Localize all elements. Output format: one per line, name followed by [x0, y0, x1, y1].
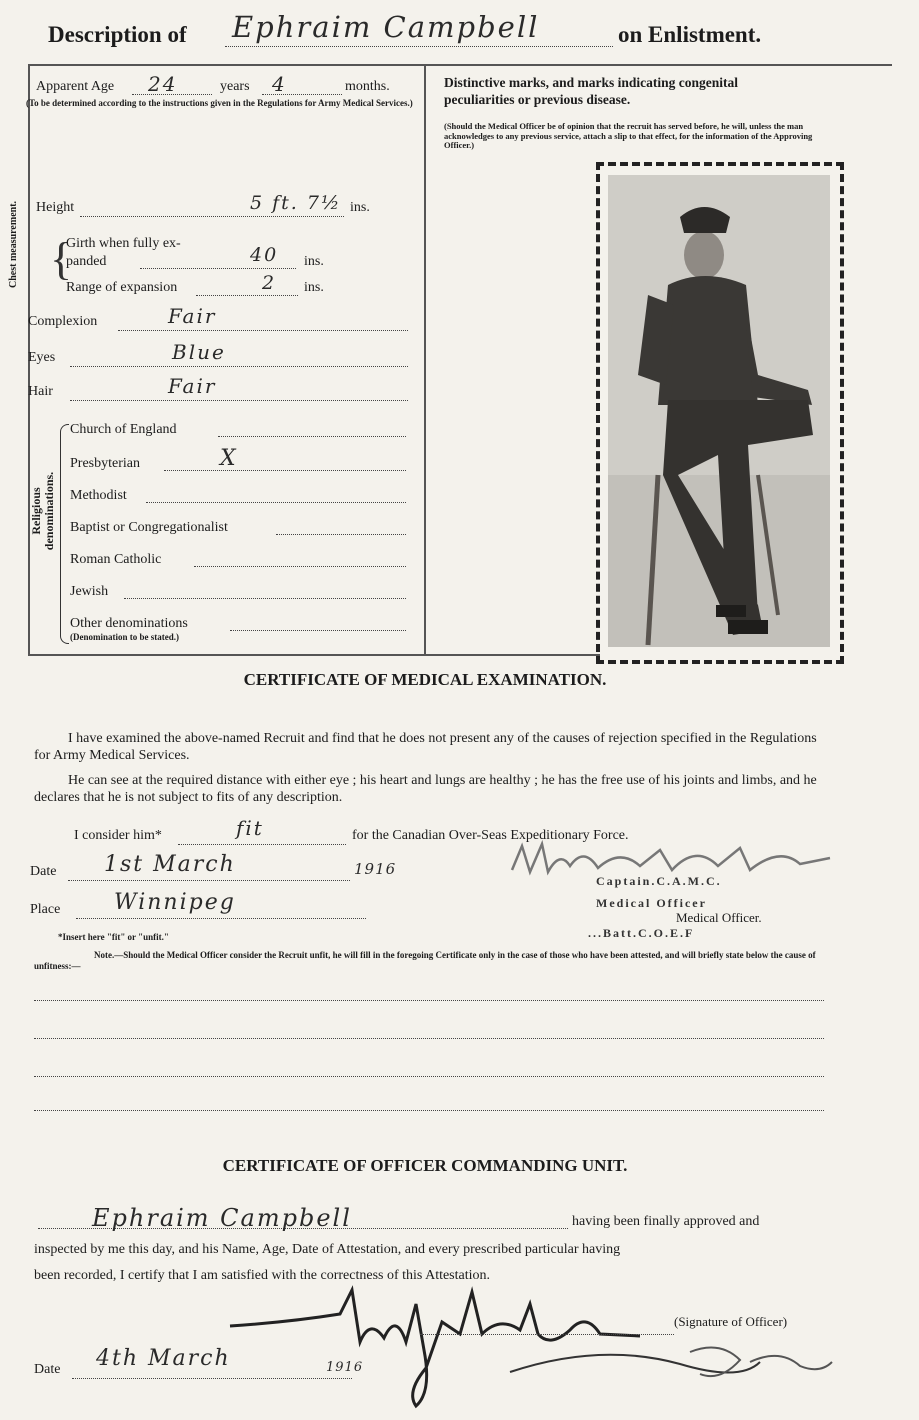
religion-item-roman-catholic: Roman Catholic: [70, 552, 162, 567]
signature-line: [420, 1334, 674, 1335]
name-line: [225, 46, 613, 47]
stamp-line-3: Medical Officer.: [676, 910, 762, 925]
girth-value: 40: [250, 244, 279, 266]
eyes-label: Eyes: [28, 350, 56, 365]
marks-note: (Should the Medical Officer be of opinion that the recruit has served before, he will, unless the man acknowledges to any previous service, attach a slip to that effect, for the information of the Approving Officer.): [444, 121, 813, 150]
medical-title: CERTIFICATE OF MEDICAL EXAMINATION.: [243, 670, 607, 689]
religion-side-label-1: Religious: [29, 487, 43, 535]
hair-line: [70, 400, 408, 401]
enlistee-name: Ephraim Campbell: [232, 10, 540, 44]
unfitness-line: [34, 1110, 824, 1111]
range-line: [196, 295, 298, 296]
place-line: [76, 918, 366, 919]
eyes-value: Blue: [172, 340, 226, 364]
religion-line: [276, 534, 406, 535]
officer-date-label: Date: [34, 1362, 61, 1377]
hair-value: Fair: [168, 374, 217, 398]
officer-signature: [220, 1282, 840, 1412]
religion-item-baptist: Baptist or Congregationalist: [70, 520, 228, 535]
soldier-photo-illustration: [608, 175, 830, 647]
stamp-line-4: ...Batt.C.O.E.F: [588, 926, 695, 940]
place-label: Place: [30, 902, 61, 917]
consider-value: fit: [236, 816, 264, 840]
chest-brace: {: [50, 233, 73, 284]
medical-para-1: I have examined the above-named Recruit and find that he does not present any of the causes of rejection specified in the Regulations for Army Medical Services.: [34, 731, 817, 763]
complexion-value: Fair: [168, 304, 217, 328]
complexion-line: [118, 330, 408, 331]
age-years: 24: [148, 72, 178, 96]
religion-other-note: (Denomination to be stated.): [70, 632, 179, 642]
age-label: Apparent Age: [36, 79, 115, 94]
center-rule: [424, 64, 426, 654]
height-value: 5 ft. 7½: [250, 192, 342, 214]
religion-line: [164, 470, 406, 471]
religion-side-label-2: denominations.: [42, 471, 56, 551]
religion-side-label: [30, 436, 56, 586]
marks-title-1: Distinctive marks, and marks indicating congenital: [444, 75, 739, 90]
header-prefix: Description of: [48, 22, 187, 47]
religion-brace: [60, 424, 69, 644]
range-value: 2: [262, 272, 277, 294]
girth-label-1: Girth when fully ex-: [66, 236, 181, 251]
girth-unit: ins.: [304, 254, 324, 269]
medical-para-2: He can see at the required distance with either eye ; his heart and lungs are healthy ; he has the free use of his joints and limbs, and he declares that he is not subject to fits of any description.: [34, 773, 817, 805]
height-line: [80, 216, 344, 217]
stamp-line-1: Captain.C.A.M.C.: [596, 874, 722, 888]
range-label: Range of expansion: [66, 280, 178, 295]
religion-line: [194, 566, 406, 567]
age-note: (To be determined according to the instructions given in the Regulations for Army Medical Services.): [26, 98, 413, 108]
religion-item-methodist: Methodist: [70, 488, 127, 503]
presbyterian-mark: X: [220, 446, 238, 471]
stamp-line-2: Medical Officer: [596, 896, 707, 910]
height-unit: ins.: [350, 200, 370, 215]
religion-line: [218, 436, 406, 437]
religion-item-presbyterian: Presbyterian: [70, 456, 140, 471]
unfitness-line: [34, 1000, 824, 1001]
religion-line: [124, 598, 406, 599]
months-label: months.: [345, 79, 390, 94]
religion-item-jewish: Jewish: [70, 584, 109, 599]
complexion-label: Complexion: [28, 314, 98, 329]
medical-note: Note.—Should the Medical Officer consider the Recruit unfit, he will fill in the foregoing Certificate only in the case of those who have been attested, and will briefly state below the cause of unfitness:—: [34, 950, 816, 971]
force-label: for the Canadian Over-Seas Expeditionary Force.: [352, 828, 629, 843]
girth-label-2: panded: [66, 254, 107, 269]
medical-date-value: 1st March: [104, 852, 236, 877]
age-months: 4: [272, 72, 287, 96]
years-label: years: [220, 79, 250, 94]
chest-label: Chest measurement.: [8, 200, 19, 288]
insert-note: *Insert here "fit" or "unfit.": [58, 932, 169, 942]
consider-line: [178, 844, 346, 845]
marks-title: [444, 74, 884, 108]
officer-date-line: [72, 1378, 352, 1379]
religion-line: [146, 502, 406, 503]
girth-line: [140, 268, 296, 269]
hair-label: Hair: [28, 384, 53, 399]
officer-date-year: 1916: [326, 1360, 364, 1375]
header-suffix: on Enlistment.: [618, 22, 762, 47]
medical-date-label: Date: [30, 864, 57, 879]
officer-date-value: 4th March: [96, 1346, 231, 1371]
soldier-photo: [608, 175, 830, 647]
officer-line-1-tail: having been finally approved and: [572, 1214, 760, 1229]
unfitness-line: [34, 1076, 824, 1077]
officer-title: CERTIFICATE OF OFFICER COMMANDING UNIT.: [222, 1156, 628, 1175]
marks-title-2: peculiarities or previous disease.: [444, 92, 631, 107]
height-label: Height: [36, 200, 75, 215]
top-rule: [28, 64, 892, 66]
signature-label: (Signature of Officer): [674, 1314, 788, 1329]
officer-line-2: inspected by me this day, and his Name, Age, Date of Attestation, and every prescribed particular having: [34, 1242, 621, 1257]
medical-date-line: [68, 880, 350, 881]
consider-label: I consider him*: [74, 828, 162, 843]
religion-line: [230, 630, 406, 631]
bottom-rule: [28, 654, 600, 656]
unfitness-line: [34, 1038, 824, 1039]
officer-name-value: Ephraim Campbell: [92, 1204, 352, 1232]
place-value: Winnipeg: [114, 890, 236, 915]
eyes-line: [70, 366, 408, 367]
religion-item-other: Other denominations: [70, 616, 188, 631]
medical-date-year: 1916: [354, 860, 397, 878]
range-unit: ins.: [304, 280, 324, 295]
officer-line-3: been recorded, I certify that I am satisfied with the correctness of this Attestation.: [34, 1268, 491, 1283]
religion-item-church-of-england: Church of England: [70, 422, 177, 437]
